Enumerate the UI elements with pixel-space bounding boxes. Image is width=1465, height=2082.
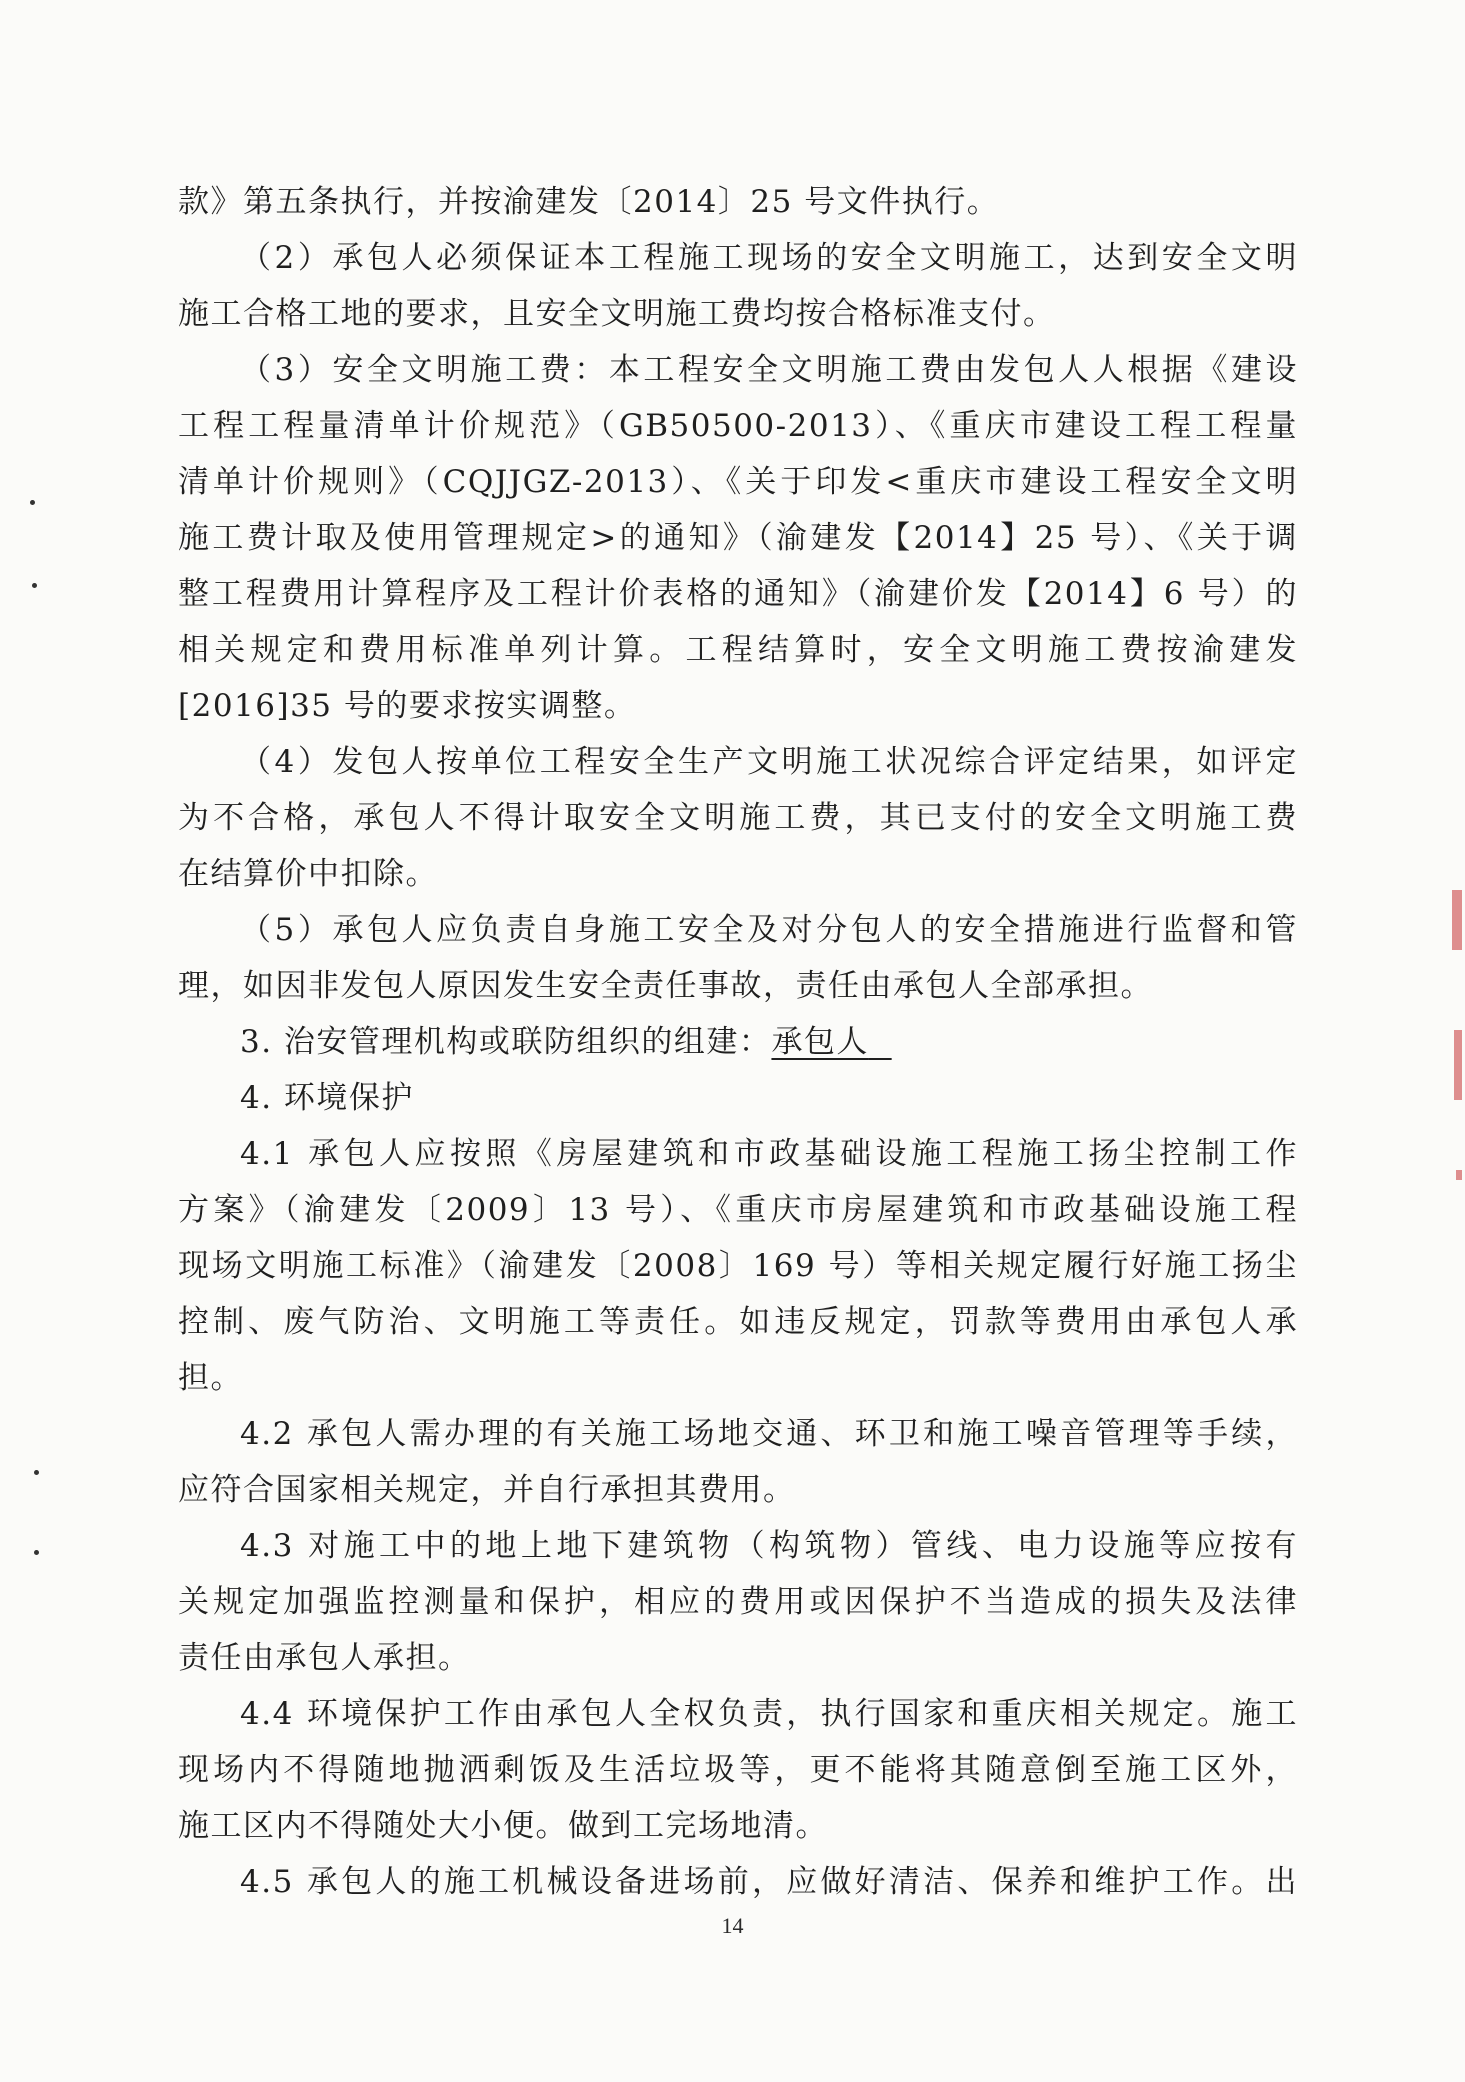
text-line: 现场文明施工标准》（渝建发〔2008〕169 号）等相关规定履行好施工扬尘: [178, 1248, 1298, 1284]
text-line: 4.1 承包人应按照《房屋建筑和市政基础设施工程施工扬尘控制工作: [240, 1136, 1298, 1172]
text-line: 4.5 承包人的施工机械设备进场前，应做好清洁、保养和维护工作。出: [240, 1864, 1298, 1900]
text-line: 应符合国家相关规定，并自行承担其费用。: [178, 1472, 796, 1508]
section-heading-line: [240, 1022, 1298, 1062]
text-line: （2）承包人必须保证本工程施工现场的安全文明施工，达到安全文明: [240, 240, 1298, 276]
seal-fragment: [1452, 890, 1462, 950]
text-line: 4.3 对施工中的地上地下建筑物（构筑物）管线、电力设施等应按有: [240, 1528, 1298, 1564]
scan-speck: [32, 583, 37, 588]
scan-speck: [34, 1470, 39, 1475]
scan-speck: [30, 500, 35, 505]
text-line: 施工费计取及使用管理规定>的通知》（渝建发【2014】25 号）、《关于调: [178, 520, 1298, 556]
text-line: （3）安全文明施工费：本工程安全文明施工费由发包人人根据《建设: [240, 352, 1298, 388]
section-heading-environment: 4. 环境保护: [240, 1080, 414, 1116]
text-line: 清单计价规则》（CQJJGZ-2013）、《关于印发<重庆市建设工程安全文明: [178, 464, 1298, 500]
text-line: 为不合格，承包人不得计取安全文明施工费，其已支付的安全文明施工费: [178, 800, 1298, 836]
text-line: 4.2 承包人需办理的有关施工场地交通、环卫和施工噪音管理等手续，: [240, 1416, 1298, 1452]
text-line: 工程工程量清单计价规范》（GB50500-2013）、《重庆市建设工程工程量: [178, 408, 1298, 444]
text-line: （4）发包人按单位工程安全生产文明施工状况综合评定结果，如评定: [240, 744, 1298, 780]
text-line: 相关规定和费用标准单列计算。工程结算时，安全文明施工费按渝建发: [178, 632, 1298, 668]
seal-fragment: [1454, 1030, 1462, 1100]
text-line: 4.4 环境保护工作由承包人全权负责，执行国家和重庆相关规定。施工: [240, 1696, 1298, 1732]
scan-speck: [34, 1550, 39, 1555]
text-line: 方案》（渝建发〔2009〕13 号）、《重庆市房屋建筑和市政基础设施工程: [178, 1192, 1298, 1228]
text-line: 控制、废气防治、文明施工等责任。如违反规定，罚款等费用由承包人承: [178, 1304, 1298, 1340]
security-organization-value: 承包人: [771, 1024, 869, 1060]
seal-fragment: [1456, 1170, 1462, 1180]
text-line: 整工程费用计算程序及工程计价表格的通知》（渝建价发【2014】6 号）的: [178, 576, 1298, 612]
text-line: 责任由承包人承担。: [178, 1640, 471, 1676]
text-line: 担。: [178, 1360, 243, 1396]
text-line: 现场内不得随地抛洒剩饭及生活垃圾等，更不能将其随意倒至施工区外，: [178, 1752, 1298, 1788]
security-organization-label: 3. 治安管理机构或联防组织的组建：: [240, 1024, 772, 1060]
text-line: 关规定加强监控测量和保护，相应的费用或因保护不当造成的损失及法律: [178, 1584, 1298, 1620]
text-line: 施工合格工地的要求，且安全文明施工费均按合格标准支付。: [178, 296, 1056, 332]
text-line: 施工区内不得随处大小便。做到工完场地清。: [178, 1808, 828, 1844]
text-line: 理，如因非发包人原因发生安全责任事故，责任由承包人全部承担。: [178, 968, 1153, 1004]
text-line: [2016]35 号的要求按实调整。: [178, 688, 637, 724]
text-line: 款》第五条执行，并按渝建发〔2014〕25 号文件执行。: [178, 184, 1000, 220]
text-line: 在结算价中扣除。: [178, 856, 438, 892]
page-number: 14: [721, 1913, 744, 1938]
text-line: （5）承包人应负责自身施工安全及对分包人的安全措施进行监督和管: [240, 912, 1298, 948]
